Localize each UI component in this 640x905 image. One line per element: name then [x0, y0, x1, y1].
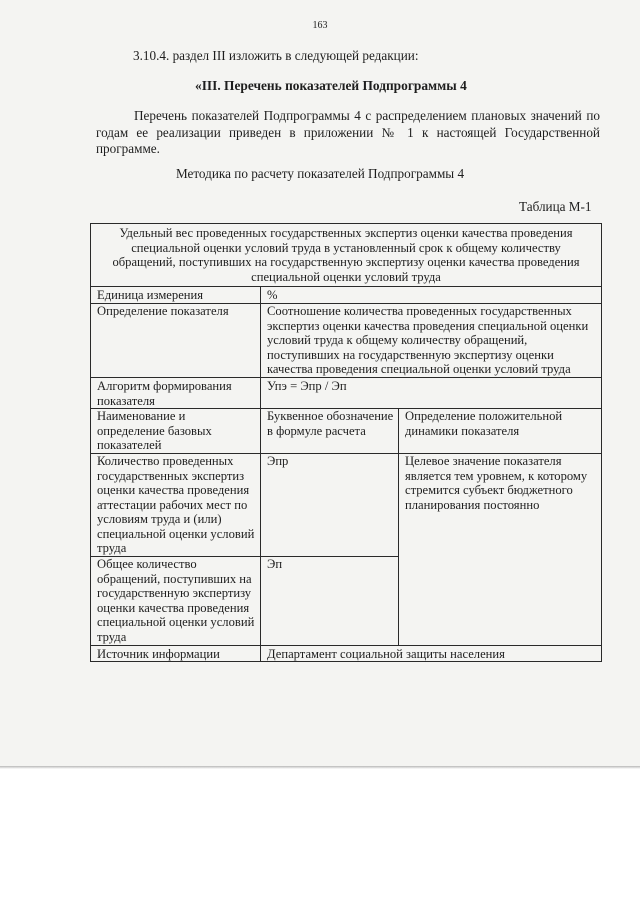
base-indicator-2-name: Общее количество обращений, поступивших на государственную экспертизу оценки качества проведения специальной оценки условий труда: [91, 557, 261, 646]
header-symbol: Буквенное обозначение в формуле расчета: [261, 409, 399, 454]
base-indicator-1-name: Количество проведенных государственных экспертиз оценки качества проведения аттестации рабочих мест по условиям труда и (или) специальной оценки условий труда: [91, 453, 261, 556]
table-row: [91, 303, 602, 377]
table-row: [91, 377, 602, 408]
definition-label: Определение показателя: [91, 303, 261, 377]
page-number: 163: [312, 20, 328, 31]
source-value: Департамент социальной защиты населения: [261, 645, 602, 662]
scan-edge: [0, 766, 640, 769]
algorithm-formula: Упэ = Эпр / Эп: [261, 377, 602, 408]
table-row: [91, 409, 602, 454]
table-row: [91, 453, 602, 556]
table-row: [91, 224, 602, 287]
base-indicator-2-symbol: Эп: [261, 557, 399, 646]
method-title: Методика по расчету показателей Подпрограммы 4: [175, 166, 465, 181]
table-row: [91, 287, 602, 304]
algorithm-label: Алгоритм формирования показателя: [91, 377, 261, 408]
intro-paragraph: Перечень показателей Подпрограммы 4 с распределением плановых значений по годам ее реализации приведен в приложении № 1 к настоящей Государственной программе.: [96, 108, 600, 156]
header-base-indicators: Наименование и определение базовых показателей: [91, 409, 261, 454]
table-title: Удельный вес проведенных государственных экспертиз оценки качества проведения специальной оценки условий труда в установленный срок к общему количеству обращений, поступивших на государственную экспертизу оценки качества проведения специальной оценки условий труда: [91, 224, 602, 287]
header-dynamics: Определение положительной динамики показателя: [399, 409, 602, 454]
positive-dynamics: Целевое значение показателя является тем уровнем, к которому стремится субъект бюджетного планирования постоянно: [399, 453, 602, 645]
source-label: Источник информации: [91, 645, 261, 662]
table-label: Таблица М-1: [519, 199, 592, 214]
section-heading: «III. Перечень показателей Подпрограммы 4: [195, 78, 467, 93]
table-row: [91, 645, 602, 662]
unit-label: Единица измерения: [91, 287, 261, 304]
definition-value: Соотношение количества проведенных государственных экспертиз оценки качества проведения специальной оценки условий труда к общему количеству обращений, поступивших на государственную экспертизу оценки качества проведения специальной оценки условий труда: [261, 303, 602, 377]
section-line: 3.10.4. раздел III изложить в следующей редакции:: [133, 48, 419, 63]
indicator-table: [90, 223, 602, 662]
base-indicator-1-symbol: Эпр: [261, 453, 399, 556]
unit-value: %: [261, 287, 602, 304]
